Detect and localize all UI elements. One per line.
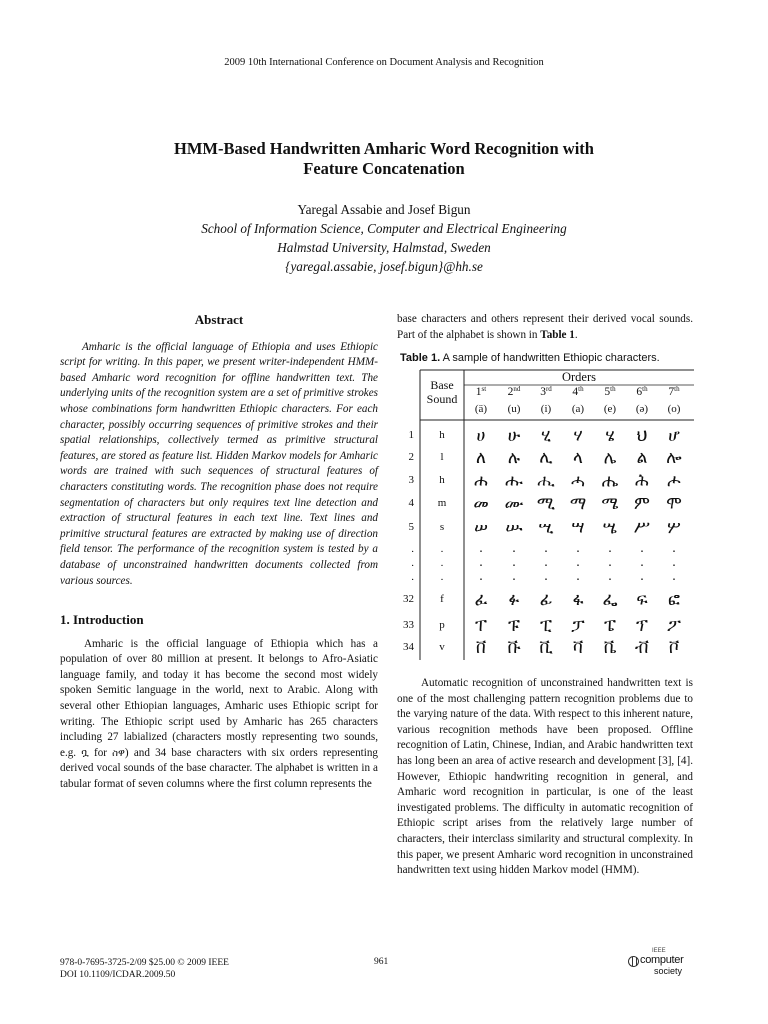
handwritten-character: ፐ [475, 616, 487, 636]
orders-header: Orders [561, 370, 596, 384]
handwritten-character: ህ [636, 426, 648, 446]
order-6-vowel: (ə) [635, 403, 649, 415]
handwritten-character: ቨ [475, 638, 487, 658]
handwritten-character: ሂ [541, 426, 551, 446]
ellipsis-dot: . [411, 571, 414, 583]
handwritten-character: ፑ [508, 616, 520, 636]
order-5-suffix: th [610, 385, 616, 393]
doi-line: DOI 10.1109/ICDAR.2009.50 [60, 970, 176, 980]
handwritten-character: ፌ [602, 590, 618, 610]
table-caption-text: A sample of handwritten Ethiopic characters. [442, 352, 660, 364]
order-7-num: 7 [668, 386, 675, 398]
ellipsis-dot: . [672, 555, 676, 570]
ellipsis-dot: . [544, 569, 548, 584]
handwritten-character: ሤ [602, 518, 618, 538]
footer-left [60, 957, 229, 981]
handwritten-character: ሐ [474, 471, 488, 491]
affiliation-line-1: School of Information Science, Computer and Electrical Engineering [201, 221, 567, 236]
ellipsis-dot: . [512, 569, 516, 584]
handwritten-character: መ [473, 494, 489, 514]
handwritten-character: ሠ [474, 518, 488, 538]
handwritten-character: ሕ [635, 471, 649, 491]
author-block [0, 200, 768, 276]
logo-ieee: IEEE [652, 948, 666, 954]
handwritten-character: ሌ [603, 448, 617, 468]
handwritten-character: ሃ [573, 426, 583, 446]
logo-computer: computer [640, 954, 684, 966]
table-caption-label: Table 1. [400, 352, 441, 364]
handwritten-character: ማ [569, 494, 587, 514]
introduction-heading: 1. Introduction [60, 612, 144, 628]
affiliation-line-2: Halmstad University, Halmstad, Sweden [277, 240, 491, 255]
handwritten-character: ሚ [536, 494, 556, 514]
ellipsis-dot: . [479, 555, 483, 570]
sound-label: Sound [426, 392, 458, 406]
ellipsis-dot: . [479, 569, 483, 584]
ellipsis-dot: . [576, 555, 580, 570]
handwritten-character: ሙ [504, 494, 524, 514]
ieee-computer-society-logo [628, 948, 688, 980]
handwritten-character: ፖ [667, 616, 681, 636]
handwritten-character: ሔ [601, 471, 619, 491]
handwritten-character: ሣ [571, 518, 585, 538]
row-number: 34 [403, 641, 414, 653]
base-sound: h [439, 474, 445, 486]
row-number: 2 [408, 451, 414, 463]
base-sound: l [440, 451, 444, 463]
ellipsis-dot: . [640, 541, 644, 556]
row-number: 32 [403, 593, 414, 605]
row-number: 3 [408, 474, 414, 486]
title-line-1: HMM-Based Handwritten Amharic Word Recognition with [174, 139, 594, 158]
intro-p2-end: . [574, 328, 578, 341]
handwritten-character: ል [636, 448, 648, 468]
order-4 [563, 386, 593, 398]
order-1-num: 1 [475, 386, 482, 398]
ellipsis-dot: . [411, 557, 414, 569]
order-6-suffix: th [642, 385, 648, 393]
isbn-line: 978-0-7695-3725-2/09 $25.00 © 2009 IEEE [60, 958, 229, 968]
ellipsis-dot: . [640, 555, 644, 570]
row-number: 1 [408, 429, 414, 441]
authors: Yaregal Assabie and Josef Bigun [297, 202, 471, 217]
intro-paragraph-1 [60, 637, 378, 793]
base-sound: s [439, 521, 445, 533]
base-sound: h [439, 429, 445, 441]
order-3 [531, 386, 561, 398]
ellipsis-dot: . [608, 569, 612, 584]
ellipsis-dot: . [640, 569, 644, 584]
email: {yaregal.assabie, josef.bigun}@hh.se [285, 259, 483, 274]
ellipsis-dot: . [479, 541, 483, 556]
order-5 [595, 386, 625, 398]
handwritten-character: ፓ [571, 616, 585, 636]
base-sound: f [440, 593, 444, 605]
order-4-num: 4 [572, 386, 579, 398]
order-4-vowel: (a) [571, 403, 585, 415]
ellipsis-dot: . [440, 571, 444, 583]
handwritten-character: ሞ [666, 494, 682, 514]
handwritten-character: ፕ [636, 616, 648, 636]
handwritten-character: ሉ [507, 448, 521, 468]
handwritten-character: ም [634, 494, 650, 514]
ellipsis-dot: . [544, 555, 548, 570]
order-2-suffix: nd [513, 385, 521, 393]
handwritten-character: ሊ [539, 448, 553, 468]
abstract-heading: Abstract [194, 312, 244, 327]
order-1-suffix: st [481, 385, 487, 393]
ellipsis-dot: . [411, 543, 414, 555]
order-3-suffix: rd [545, 385, 552, 393]
base-sound: p [439, 619, 445, 631]
handwritten-character: ሦ [667, 518, 681, 538]
handwritten-character: ቭ [634, 638, 650, 658]
handwritten-character: ፉ [508, 590, 520, 610]
row-number: 5 [408, 521, 414, 533]
handwritten-character: ቫ [572, 638, 584, 658]
intro-p1-part-b: ) and 34 base characters with six orders representing derived vocal sounds of the base character. The alphabet is written in a tabular format of seven columns where the first column represents the [60, 746, 378, 791]
order-3-num: 3 [540, 386, 546, 398]
order-6-num: 6 [636, 386, 643, 398]
ethiopic-example-1: ቧ [81, 747, 89, 759]
ethiopic-example-2: ስዋ [112, 747, 125, 759]
table-reference[interactable]: Table 1 [540, 328, 575, 341]
order-1-vowel: (ä) [474, 403, 488, 415]
ellipsis-dot: . [576, 569, 580, 584]
ellipsis-dot: . [608, 555, 612, 570]
handwritten-character: ሄ [605, 426, 615, 446]
handwritten-character: ሢ [538, 518, 554, 538]
handwritten-character: ፈ [474, 590, 488, 610]
handwritten-character: ሎ [666, 448, 682, 468]
handwritten-character: ፋ [572, 590, 584, 610]
page-number: 961 [374, 957, 389, 967]
row-number: 33 [403, 619, 414, 631]
right-column-top [397, 312, 693, 343]
order-7 [659, 386, 689, 398]
ellipsis-dot: . [544, 541, 548, 556]
handwritten-character: ቪ [539, 638, 553, 658]
row-number: 4 [408, 497, 414, 509]
order-6 [627, 386, 657, 398]
left-column [60, 312, 378, 793]
ethiopic-characters-table [388, 368, 694, 660]
conference-header: 2009 10th International Conference on Document Analysis and Recognition [224, 57, 544, 68]
ellipsis-dot: . [608, 541, 612, 556]
order-2-num: 2 [507, 386, 514, 398]
order-5-num: 5 [604, 386, 611, 398]
handwritten-character: ሜ [601, 494, 619, 514]
order-5-vowel: (e) [603, 403, 617, 415]
title-line-2: Feature Concatenation [303, 159, 465, 178]
order-4-suffix: th [578, 385, 584, 393]
order-3-vowel: (i) [540, 403, 552, 415]
handwritten-character: ሓ [571, 471, 585, 491]
intro-p1-for: for [93, 746, 107, 759]
handwritten-character: ሁ [507, 426, 521, 446]
globe-icon [628, 956, 639, 967]
right-column-bottom [397, 676, 693, 879]
handwritten-character: ፔ [604, 616, 616, 636]
paper-title [90, 139, 678, 179]
handwritten-character: ፒ [540, 616, 552, 636]
handwritten-character: ቬ [603, 638, 617, 658]
handwritten-character: ፊ [539, 590, 553, 610]
ellipsis-dot: . [512, 541, 516, 556]
base-sound-header [422, 378, 462, 406]
ellipsis-dot: . [672, 569, 676, 584]
ellipsis-dot: . [512, 555, 516, 570]
ellipsis-dot: . [440, 557, 444, 569]
handwritten-character: ሑ [505, 471, 523, 491]
handwritten-character: ፍ [636, 590, 648, 610]
base-label: Base [430, 378, 454, 392]
handwritten-character: ቮ [668, 638, 680, 658]
order-1 [466, 386, 496, 398]
intro-p1-part-a: Amharic is the official language of Ethiopia which has a population of over 80 million at present. It belongs to Afro-Asiatic language family, and today it has become the second most widely spoken Semitic language in the world, next to Arabic. Along with several other Ethiopian languages, Amharic uses Ethiopic script for writing. The Ethiopic script used by Amharic has 265 characters including 27 labialized (characters mostly representing two sounds, e.g. [60, 637, 378, 759]
handwritten-character: ላ [573, 448, 583, 468]
ellipsis-dot: . [576, 541, 580, 556]
order-7-vowel: (o) [667, 403, 681, 415]
handwritten-character: ሖ [667, 471, 681, 491]
intro-p2-text: base characters and others represent their derived vocal sounds. Part of the alphabet is shown in [397, 313, 693, 341]
handwritten-character: ሡ [505, 518, 523, 538]
ellipsis-dot: . [672, 541, 676, 556]
order-2-vowel: (u) [507, 403, 521, 415]
handwritten-character: ሒ [537, 471, 555, 491]
handwritten-character: ሥ [633, 518, 651, 538]
ellipsis-dot: . [440, 543, 444, 555]
handwritten-character: ፎ [668, 590, 680, 610]
handwritten-character: ሀ [476, 426, 486, 446]
handwritten-character: ሆ [668, 426, 680, 446]
handwritten-character: ቩ [507, 638, 521, 658]
handwritten-character: ለ [476, 448, 486, 468]
order-2 [499, 386, 529, 398]
intro-paragraph-2 [397, 312, 693, 343]
base-sound: m [437, 497, 447, 509]
abstract-text: Amharic is the official language of Ethiopia and uses Ethiopic script for writing. In this paper, we present writer-independent HMM-based Amharic word recognition for offline handwritten text. The underlying units of the recognition system are a set of primitive strokes whose combinations form handwritten Ethiopic characters. For each character, possibly occurring sequences of primitive strokes and their spatial relationships, collectively termed as primitive structural features, are stored as feature list. Hidden Markov models for Amharic words are trained with such sequences of structural features of characters constituting words. The recognition phase does not require segmentation of characters but only requires text line detection and extraction of structural features in each text line. Text lines and primitive structural features are extracted by making use of direction field tensor. The performance of the recognition system is tested by a database of unconstrained handwritten documents collected from various sources. [60, 340, 378, 587]
logo-society: society [654, 966, 683, 976]
base-sound: v [439, 641, 445, 653]
table-caption [400, 352, 700, 364]
order-7-suffix: th [674, 385, 680, 393]
intro-paragraph-3: Automatic recognition of unconstrained handwritten text is one of the most challenging pattern recognition problems due to the varying nature of the data. With respect to this inherent nature, various recognition methods have been proposed. Offline recognition of Latin, Chinese, Indian, and Arabic handwritten text has long been an area of active research and development [3], [4]. However, Ethiopic handwriting recognition in general, and Amharic word recognition in particular, is one of the least investigated problems. The difficulty in automatic recognition of Ethiopic script arises from the relatively large number of characters, their interclass similarity and structural complexity. In this paper, we present Amharic word recognition in unconstrained handwritten text using hidden Markov model (HMM). [397, 677, 693, 877]
